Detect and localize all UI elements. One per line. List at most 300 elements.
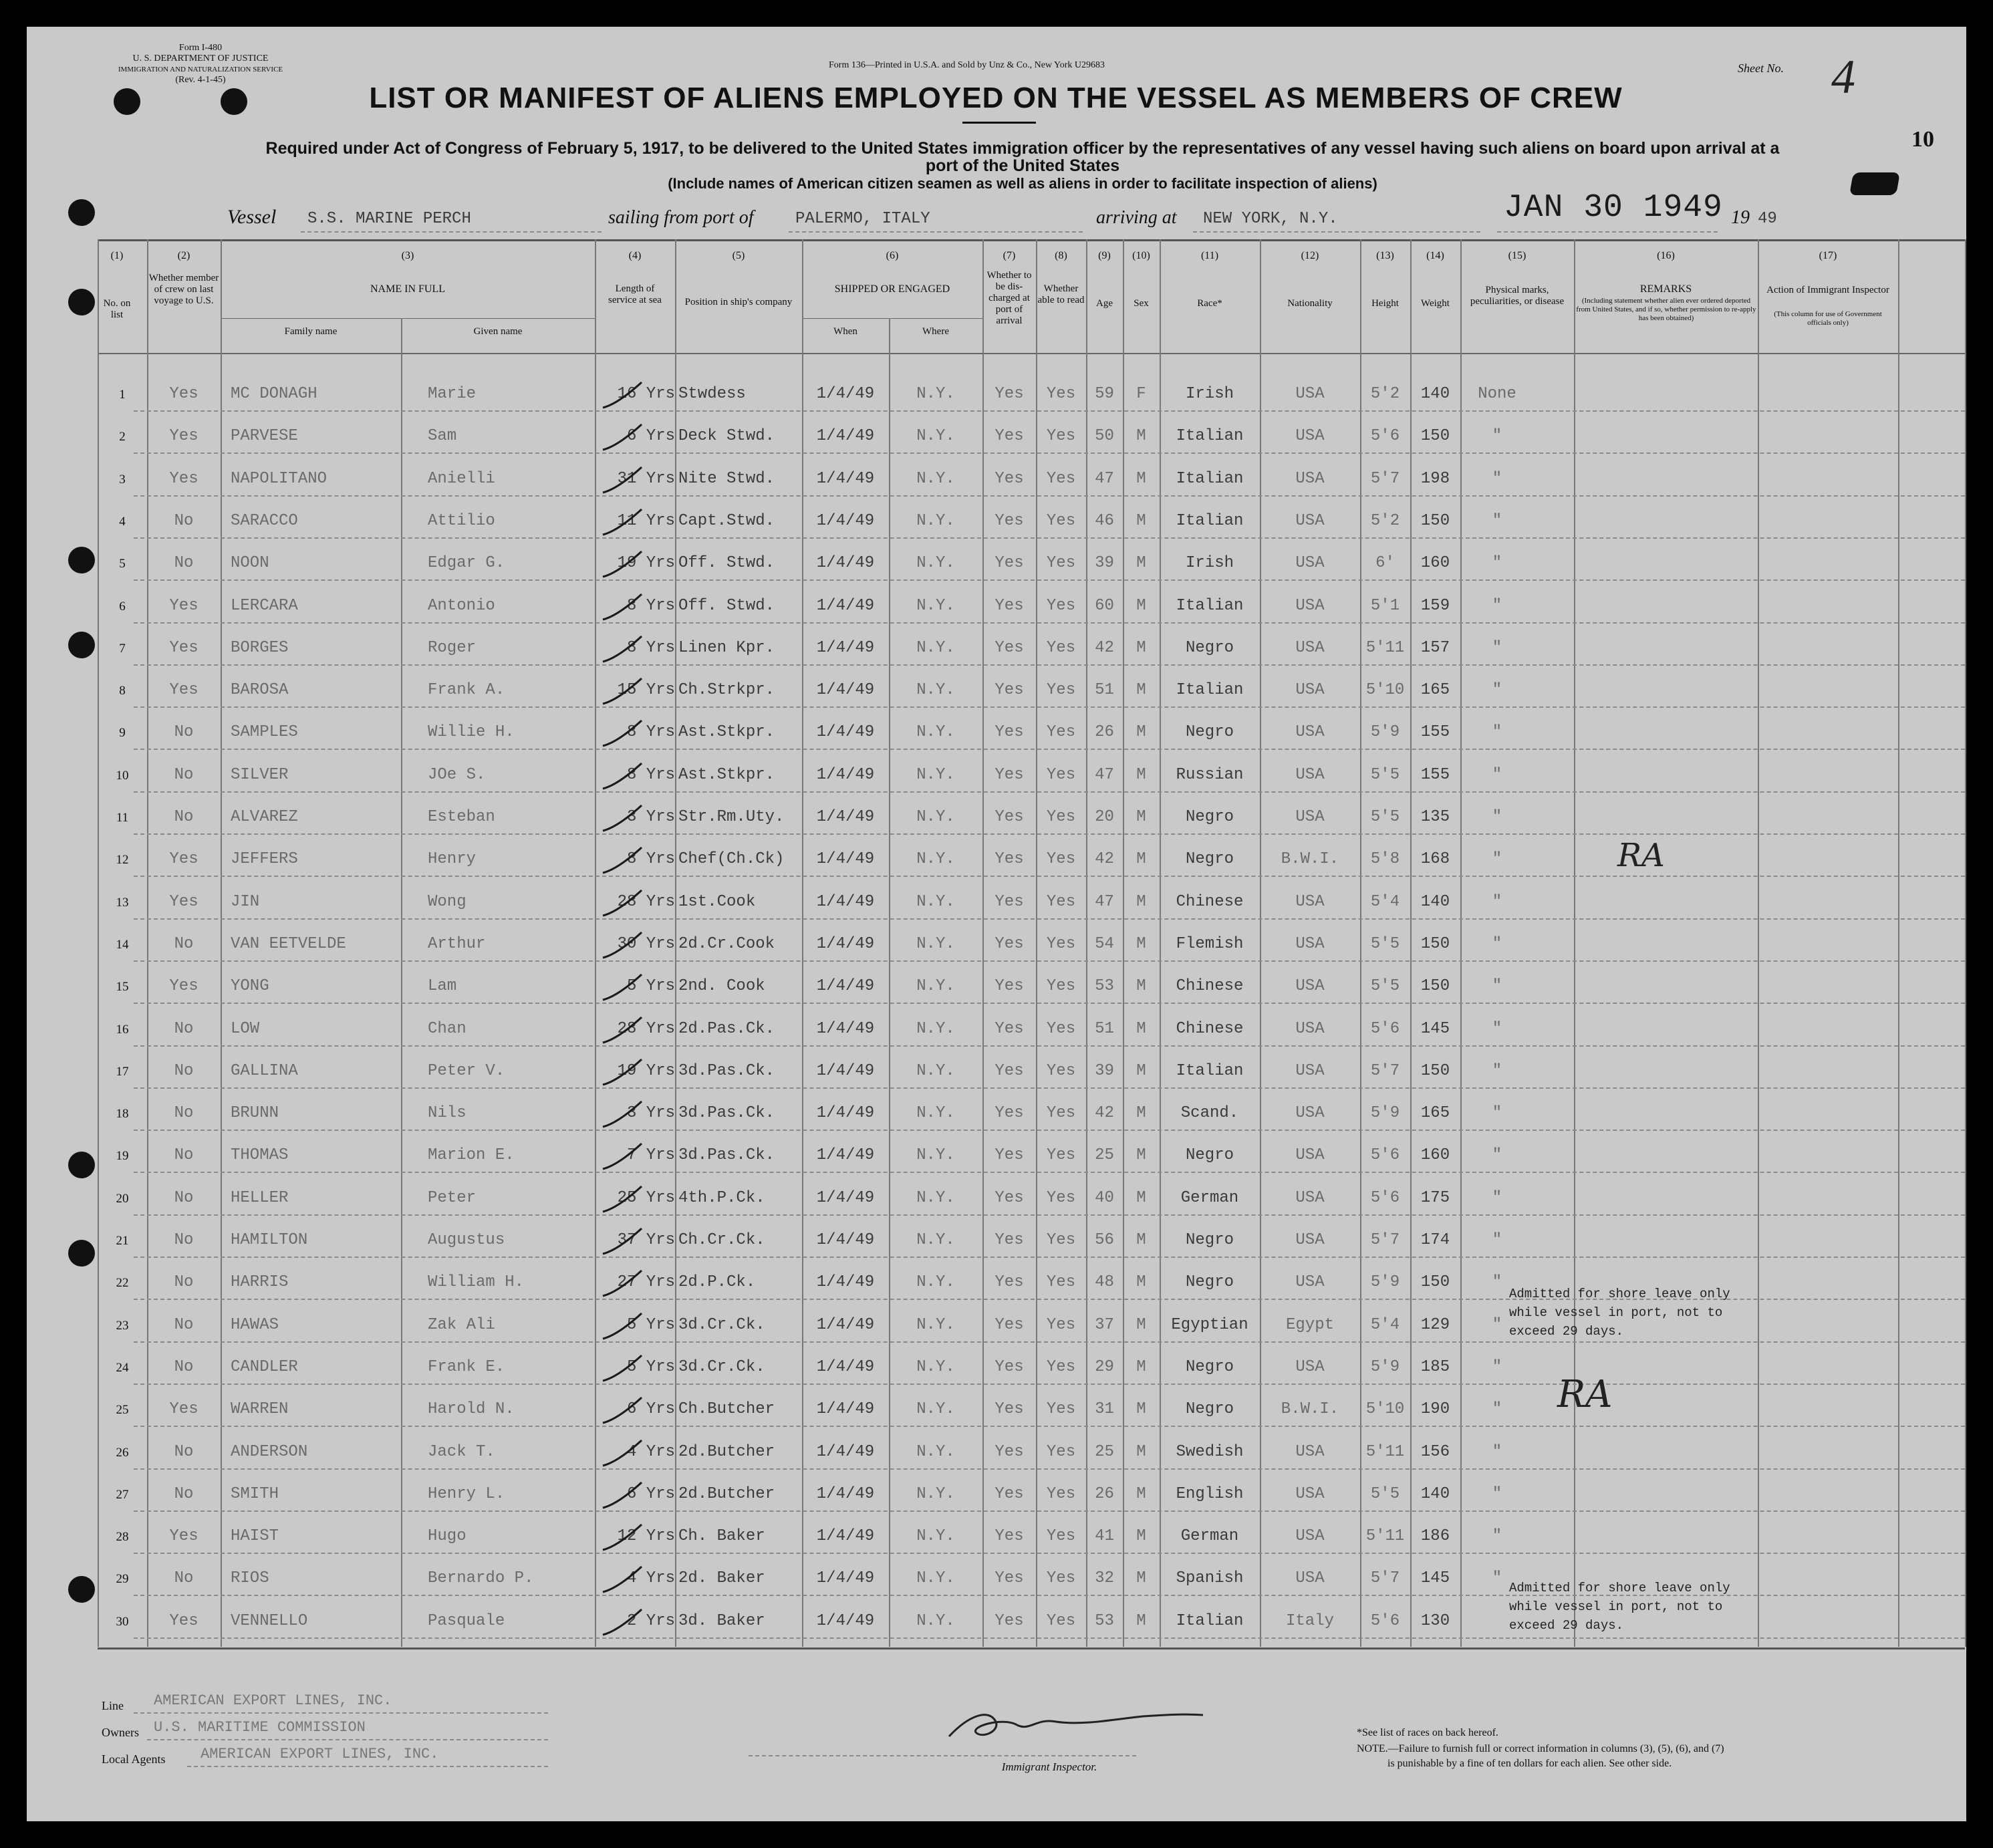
shipped-when-cell: 1/4/49 [816,554,875,573]
length-of-service-cell: 30 Yrs [617,934,675,953]
vessel-underline [301,231,602,233]
column-divider [1965,239,1966,1647]
row-number-cell: 20 [116,1191,129,1206]
position-cell: Off. Stwd. [678,596,775,615]
length-of-service-cell: 19 Yrs [617,554,675,573]
able-to-read-cell: Yes [1046,638,1076,657]
row-rule [134,410,1965,412]
shipped-when-cell: 1/4/49 [816,1315,875,1334]
length-of-service-cell: 6 Yrs [626,1400,675,1419]
shipped-when-cell: 1/4/49 [816,681,875,700]
able-to-read-cell: Yes [1046,1527,1076,1546]
height-cell: 5'5 [1370,765,1400,784]
weight-cell: 145 [1420,1569,1450,1588]
check-mark [600,1436,647,1470]
sex-cell: M [1136,934,1146,953]
shipped-where-cell: N.Y. [916,977,955,996]
race-cell: Russian [1176,765,1244,784]
given-name-cell: Hugo [428,1527,467,1546]
age-cell: 20 [1095,808,1114,826]
race-cell: Negro [1185,1400,1234,1419]
age-cell: 50 [1095,427,1114,446]
race-cell: Negro [1185,808,1234,826]
column-divider [1574,239,1575,1647]
race-cell: Chinese [1176,977,1244,996]
row-number-cell: 13 [116,895,129,910]
race-cell: English [1176,1484,1244,1503]
race-cell: Negro [1185,850,1234,869]
age-cell: 39 [1095,554,1114,573]
given-name-cell: Antonio [428,596,495,615]
race-cell: German [1180,1188,1239,1207]
physical-marks-cell: " [1492,1527,1502,1546]
row-rule [134,1637,1965,1639]
discharged-cell: Yes [994,723,1024,742]
last-voyage-cell: No [174,1442,194,1461]
discharged-cell: Yes [994,808,1024,826]
row-number-cell: 27 [116,1487,129,1502]
family-name-cell: CANDLER [231,1357,298,1376]
check-mark [600,1182,647,1216]
able-to-read-cell: Yes [1046,892,1076,911]
position-cell: 2nd. Cook [678,977,765,996]
shipped-where-cell: N.Y. [916,1484,955,1503]
given-name-cell: Henry [428,850,477,869]
age-cell: 26 [1095,1484,1114,1503]
given-name-cell: Anielli [428,469,495,488]
column-divider [675,239,676,1647]
last-voyage-cell: Yes [169,596,198,615]
physical-marks-cell: " [1492,511,1502,530]
nationality-cell: USA [1295,681,1325,700]
row-number-cell: 9 [119,726,126,741]
row-number-cell: 17 [116,1064,129,1079]
sex-cell: M [1136,1611,1146,1630]
position-cell: Capt.Stwd. [678,511,775,530]
agents-label: Local Agents [102,1752,166,1766]
age-cell: 29 [1095,1357,1114,1376]
shipped-when-cell: 1/4/49 [816,1484,875,1503]
discharged-cell: Yes [994,850,1024,869]
height-cell: 5'6 [1370,427,1400,446]
row-number-cell: 23 [116,1318,129,1333]
given-name-cell: JOe S. [428,765,486,784]
family-name-cell: LERCARA [231,596,298,615]
col3-header: NAME IN FULL [370,283,445,295]
sex-cell: M [1136,1231,1146,1249]
form-number: Form I-480 [178,43,223,53]
physical-marks-cell: None [1478,385,1516,403]
length-of-service-cell: 8 Yrs [626,850,675,869]
col15-num: (15) [1508,250,1526,261]
sex-cell: M [1136,977,1146,996]
family-name-cell: HELLER [231,1188,289,1207]
discharged-cell: Yes [994,892,1024,911]
check-mark [600,1267,647,1300]
shipped-when-cell: 1/4/49 [816,1400,875,1419]
col7-header: Whether to be dis-charged at port of arrival [986,270,1032,326]
shipped-when-cell: 1/4/49 [816,1231,875,1249]
col3b-header: Given name [473,326,523,337]
ra-mark: RA [1617,837,1665,874]
sailing-label: sailing from port of [608,207,754,228]
check-mark [600,928,647,962]
row-rule [134,1003,1965,1004]
col16-note: (Including statement whether alien ever ordered deported from United States, and if so, whether permission to re-apply has been obtained) [1576,297,1756,322]
punch-hole [68,547,95,573]
height-cell: 5'11 [1365,1442,1405,1461]
sex-cell: M [1136,1019,1146,1038]
remark-line: while vessel in port, not to [1509,1599,1723,1614]
discharged-cell: Yes [994,554,1024,573]
col16-num: (16) [1657,250,1675,261]
length-of-service-cell: 16 Yrs [617,385,675,403]
row-number-cell: 21 [116,1234,129,1248]
shipped-where-cell: N.Y. [916,1061,955,1080]
row-rule [134,918,1965,920]
col5-header: Position in ship's company [684,297,793,307]
weight-cell: 175 [1420,1188,1450,1207]
last-voyage-cell: Yes [169,1400,198,1419]
weight-cell: 130 [1420,1611,1450,1630]
race-cell: Italian [1176,1061,1244,1080]
height-cell: 5'5 [1370,808,1400,826]
last-voyage-cell: No [174,1104,194,1123]
sex-cell: M [1136,1484,1146,1503]
age-cell: 53 [1095,1611,1114,1630]
row-number-cell: 18 [116,1107,129,1121]
given-name-cell: Roger [428,638,477,657]
able-to-read-cell: Yes [1046,427,1076,446]
col10-header: Sex [1134,298,1149,309]
weight-cell: 150 [1420,511,1450,530]
height-cell: 5'6 [1370,1611,1400,1630]
last-voyage-cell: No [174,934,194,953]
physical-marks-cell: " [1492,554,1502,573]
row-number-cell: 24 [116,1360,129,1375]
col13-header: Height [1371,298,1399,309]
given-name-cell: Sam [428,427,457,446]
col6-subrule [802,318,982,319]
check-mark [600,716,647,750]
height-cell: 5'4 [1370,1315,1400,1334]
weight-cell: 150 [1420,934,1450,953]
last-voyage-cell: Yes [169,1611,198,1630]
given-name-cell: Henry L. [428,1484,505,1503]
nationality-cell: USA [1295,1273,1325,1292]
last-voyage-cell: Yes [169,469,198,488]
col10-num: (10) [1132,250,1150,261]
length-of-service-cell: 15 Yrs [617,681,675,700]
weight-cell: 165 [1420,681,1450,700]
length-of-service-cell: 37 Yrs [617,1231,675,1249]
discharged-cell: Yes [994,765,1024,784]
height-cell: 5'8 [1370,850,1400,869]
physical-marks-cell: " [1492,808,1502,826]
able-to-read-cell: Yes [1046,1061,1076,1080]
sheet-number: 4 [1831,50,1855,104]
discharged-cell: Yes [994,1061,1024,1080]
shipped-where-cell: N.Y. [916,1188,955,1207]
weight-cell: 160 [1420,554,1450,573]
row-rule [134,749,1965,750]
vessel-label: Vessel [227,206,277,228]
nationality-cell: USA [1295,638,1325,657]
shipped-when-cell: 1/4/49 [816,1527,875,1546]
check-mark [600,1309,647,1343]
sex-cell: M [1136,1400,1146,1419]
given-name-cell: Attilio [428,511,495,530]
row-rule [134,664,1965,666]
family-name-cell: SMITH [231,1484,279,1503]
col6-num: (6) [886,250,899,261]
arriving-underline [1193,231,1480,233]
last-voyage-cell: No [174,1315,194,1334]
nationality-cell: USA [1295,1146,1325,1165]
able-to-read-cell: Yes [1046,723,1076,742]
weight-cell: 159 [1420,596,1450,615]
position-cell: 3d.Pas.Ck. [678,1104,775,1123]
family-name-cell: JIN [231,892,260,911]
length-of-service-cell: 5 Yrs [626,1357,675,1376]
shipped-where-cell: N.Y. [916,1315,955,1334]
row-rule [134,579,1965,581]
physical-marks-cell: " [1492,977,1502,996]
agents-underline [187,1766,548,1767]
sex-cell: F [1136,385,1146,403]
column-divider [1460,239,1462,1647]
physical-marks-cell: " [1492,892,1502,911]
col4-header: Length of service at sea [608,283,662,305]
position-cell: 2d.P.Ck. [678,1273,756,1292]
discharged-cell: Yes [994,1442,1024,1461]
shipped-where-cell: N.Y. [916,723,955,742]
sex-cell: M [1136,554,1146,573]
family-name-cell: ALVAREZ [231,808,298,826]
physical-marks-cell: " [1492,1146,1502,1165]
year-prefix: 19 [1731,207,1750,228]
row-number-cell: 6 [119,599,126,614]
able-to-read-cell: Yes [1046,511,1076,530]
sex-cell: M [1136,469,1146,488]
nationality-cell: USA [1295,596,1325,615]
age-cell: 42 [1095,1104,1114,1123]
discharged-cell: Yes [994,1146,1024,1165]
length-of-service-cell: 2 Yrs [626,1611,675,1630]
check-mark [600,463,647,497]
age-cell: 51 [1095,681,1114,700]
able-to-read-cell: Yes [1046,1611,1076,1630]
discharged-cell: Yes [994,1569,1024,1588]
vessel-value: S.S. MARINE PERCH [307,210,471,228]
row-rule [134,495,1965,497]
discharged-cell: Yes [994,1527,1024,1546]
physical-marks-cell: " [1492,934,1502,953]
year-suffix: 49 [1758,210,1777,228]
row-number-cell: 14 [116,937,129,952]
punch-hole [68,289,95,315]
position-cell: 3d. Baker [678,1611,765,1630]
col6a-header: When [833,326,857,337]
able-to-read-cell: Yes [1046,1442,1076,1461]
date-underline [1497,231,1718,233]
able-to-read-cell: Yes [1046,765,1076,784]
position-cell: Off. Stwd. [678,554,775,573]
height-cell: 5'1 [1370,596,1400,615]
age-cell: 40 [1095,1188,1114,1207]
able-to-read-cell: Yes [1046,1569,1076,1588]
physical-marks-cell: " [1492,1357,1502,1376]
age-cell: 32 [1095,1569,1114,1588]
last-voyage-cell: Yes [169,850,198,869]
physical-marks-cell: " [1492,850,1502,869]
col8-header: Whether able to read [1037,283,1085,305]
shipped-where-cell: N.Y. [916,1527,955,1546]
weight-cell: 140 [1420,385,1450,403]
shipped-when-cell: 1/4/49 [816,638,875,657]
shipped-where-cell: N.Y. [916,427,955,446]
row-number-cell: 15 [116,980,129,995]
arriving-label: arriving at [1096,207,1177,228]
able-to-read-cell: Yes [1046,1231,1076,1249]
age-cell: 26 [1095,723,1114,742]
given-name-cell: Arthur [428,934,486,953]
last-voyage-cell: No [174,765,194,784]
col1-num: (1) [110,250,124,261]
row-rule [134,1426,1965,1427]
last-voyage-cell: Yes [169,1527,198,1546]
given-name-cell: Marion E. [428,1146,515,1165]
length-of-service-cell: 8 Yrs [626,596,675,615]
nationality-cell: USA [1295,765,1325,784]
able-to-read-cell: Yes [1046,1188,1076,1207]
given-name-cell: Pasquale [428,1611,505,1630]
able-to-read-cell: Yes [1046,469,1076,488]
nationality-cell: USA [1295,1527,1325,1546]
last-voyage-cell: Yes [169,977,198,996]
agents-value: AMERICAN EXPORT LINES, INC. [201,1746,439,1762]
family-name-cell: MC DONAGH [231,385,317,403]
age-cell: 31 [1095,1400,1114,1419]
row-rule [134,876,1965,877]
inspector-label: Immigrant Inspector. [1001,1760,1097,1773]
weight-cell: 186 [1420,1527,1450,1546]
col4-num: (4) [628,250,642,261]
family-name-cell: BRUNN [231,1104,279,1123]
department: U. S. DEPARTMENT OF JUSTICE [132,53,269,63]
race-cell: Irish [1185,385,1234,403]
punch-hole [114,88,140,115]
age-cell: 41 [1095,1527,1114,1546]
sex-cell: M [1136,1061,1146,1080]
length-of-service-cell: 3 Yrs [626,808,675,826]
able-to-read-cell: Yes [1046,554,1076,573]
age-cell: 53 [1095,977,1114,996]
nationality-cell: USA [1295,1484,1325,1503]
revision: (Rev. 4-1-45) [175,75,226,85]
height-cell: 5'7 [1370,1061,1400,1080]
shipped-where-cell: N.Y. [916,469,955,488]
nationality-cell: USA [1295,1357,1325,1376]
col14-num: (14) [1426,250,1444,261]
check-mark [600,886,647,920]
physical-marks-cell: " [1492,469,1502,488]
position-cell: Ch.Strkpr. [678,681,775,700]
shipped-where-cell: N.Y. [916,1357,955,1376]
race-cell: Italian [1176,427,1244,446]
length-of-service-cell: 8 Yrs [626,638,675,657]
age-cell: 25 [1095,1146,1114,1165]
length-of-service-cell: 3 Yrs [626,1104,675,1123]
subtitle-line2: port of the United States [925,156,1120,175]
check-mark [600,674,647,708]
weight-cell: 155 [1420,765,1450,784]
weight-cell: 160 [1420,1146,1450,1165]
check-mark [600,1013,647,1047]
shipped-when-cell: 1/4/49 [816,1357,875,1376]
sailing-value: PALERMO, ITALY [795,210,930,228]
remark-line: exceed 29 days. [1509,1618,1624,1633]
discharged-cell: Yes [994,1104,1024,1123]
inspector-underline [749,1755,1136,1756]
family-name-cell: HARRIS [231,1273,289,1292]
age-cell: 46 [1095,511,1114,530]
shipped-when-cell: 1/4/49 [816,1104,875,1123]
physical-marks-cell: " [1492,1569,1502,1588]
last-voyage-cell: No [174,723,194,742]
line-value: AMERICAN EXPORT LINES, INC. [154,1692,392,1709]
family-name-cell: HAMILTON [231,1231,308,1249]
physical-marks-cell: " [1492,596,1502,615]
length-of-service-cell: 5 Yrs [626,977,675,996]
row-number-cell: 3 [119,472,126,487]
header-bottom-rule [98,353,1965,354]
page-title: LIST OR MANIFEST OF ALIENS EMPLOYED ON THE VESSEL AS MEMBERS OF CREW [369,82,1623,114]
weight-cell: 150 [1420,427,1450,446]
shipped-where-cell: N.Y. [916,596,955,615]
family-name-cell: BAROSA [231,681,289,700]
row-number-cell: 11 [116,811,129,825]
able-to-read-cell: Yes [1046,1273,1076,1292]
shipped-when-cell: 1/4/49 [816,1273,875,1292]
position-cell: 3d.Cr.Ck. [678,1315,765,1334]
punch-hole [68,199,95,226]
nationality-cell: USA [1295,934,1325,953]
family-name-cell: NAPOLITANO [231,469,327,488]
sex-cell: M [1136,427,1146,446]
length-of-service-cell: 5 Yrs [626,1315,675,1334]
weight-cell: 145 [1420,1019,1450,1038]
length-of-service-cell: 12 Yrs [617,1527,675,1546]
col1-header: No. on list [103,298,131,320]
race-cell: German [1180,1527,1239,1546]
able-to-read-cell: Yes [1046,850,1076,869]
sex-cell: M [1136,511,1146,530]
discharged-cell: Yes [994,1484,1024,1503]
weight-cell: 150 [1420,1273,1450,1292]
last-voyage-cell: No [174,511,194,530]
check-mark [600,1563,647,1596]
punch-hole [68,632,95,658]
race-cell: Egyptian [1171,1315,1248,1334]
able-to-read-cell: Yes [1046,1400,1076,1419]
race-cell: Negro [1185,723,1234,742]
physical-marks-cell: " [1492,723,1502,742]
nationality-cell: B.W.I. [1281,1400,1339,1419]
col16-header: REMARKS [1639,283,1692,295]
sex-cell: M [1136,1188,1146,1207]
col9-header: Age [1096,298,1113,309]
